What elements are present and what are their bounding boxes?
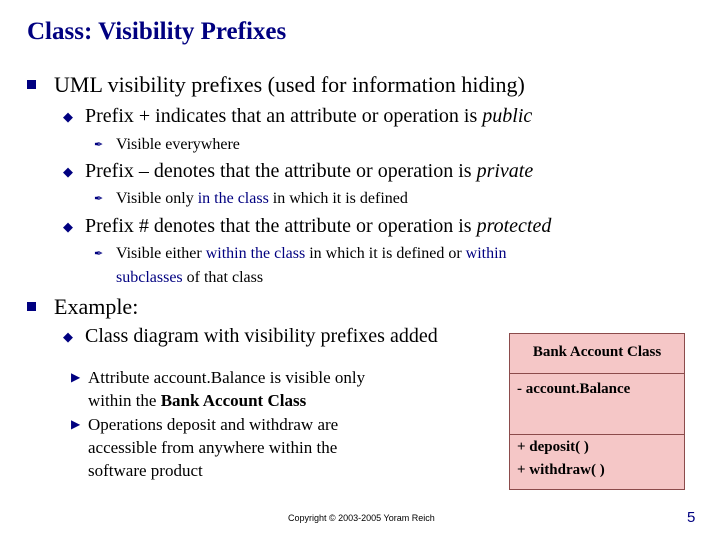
uml-attribute: - account.Balance — [517, 381, 631, 397]
detail-text: Visible everywhere — [116, 136, 240, 153]
point-line: Operations deposit and withdraw are — [88, 415, 339, 434]
highlight-within-the-class: within the class — [205, 245, 306, 262]
sub-bullet-text: Prefix + indicates that an attribute or operation is — [85, 105, 483, 127]
copyright-footer: Copyright © 2003-2005 Yoram Reich — [288, 513, 435, 523]
pen-bullet-icon: ✒ — [94, 247, 104, 260]
square-bullet-icon — [27, 302, 36, 311]
bullet-text: UML visibility prefixes (used for information hiding) — [54, 72, 525, 97]
point-line: accessible from anywhere within the — [88, 438, 338, 457]
uml-class-box — [509, 333, 685, 490]
bold-class-name: Bank Account Class — [160, 391, 307, 410]
uml-attribute-compartment — [510, 374, 684, 435]
page-number: 5 — [687, 509, 696, 526]
detail-text-rest: in which it is defined — [268, 190, 408, 207]
uml-name-compartment — [510, 334, 684, 374]
emphasis-private: private — [476, 160, 534, 182]
highlight-subclasses: subclasses — [116, 269, 183, 286]
sub-bullet-text: Class diagram with visibility prefixes added — [85, 325, 438, 347]
detail-text: Visible only — [116, 190, 198, 207]
diamond-bullet-icon: ◆ — [63, 330, 73, 345]
emphasis-protected: protected — [476, 215, 552, 237]
square-bullet-icon — [27, 80, 36, 89]
pen-bullet-icon: ✒ — [94, 192, 104, 205]
sub-bullet-text: Prefix – denotes that the attribute or operation is — [85, 160, 477, 182]
point-line: within the — [88, 391, 161, 410]
uml-class-name: Bank Account Class — [532, 344, 662, 360]
highlight-within: within — [465, 245, 507, 262]
bullet-text: Example: — [54, 294, 139, 319]
triangle-right-icon: ▶ — [71, 417, 81, 431]
highlight-in-the-class: in the class — [197, 190, 269, 207]
detail-text-mid: in which it is defined or — [305, 245, 466, 262]
point-line: Attribute account.Balance is visible only — [88, 368, 366, 387]
emphasis-public: public — [482, 105, 533, 127]
detail-text-end: of that class — [182, 269, 264, 286]
diamond-bullet-icon: ◆ — [63, 110, 73, 125]
uml-operation-withdraw: + withdraw( ) — [517, 462, 605, 478]
triangle-right-icon: ▶ — [71, 370, 81, 384]
slide-title: Class: Visibility Prefixes — [27, 18, 287, 45]
sub-bullet-text: Prefix # denotes that the attribute or operation is — [85, 215, 477, 237]
diamond-bullet-icon: ◆ — [63, 165, 73, 180]
diamond-bullet-icon: ◆ — [63, 220, 73, 235]
uml-operation-deposit: + deposit( ) — [517, 439, 589, 455]
point-line: software product — [88, 461, 203, 480]
detail-text: Visible either — [116, 245, 206, 262]
pen-bullet-icon: ✒ — [94, 138, 104, 151]
uml-operation-compartment — [510, 435, 684, 490]
